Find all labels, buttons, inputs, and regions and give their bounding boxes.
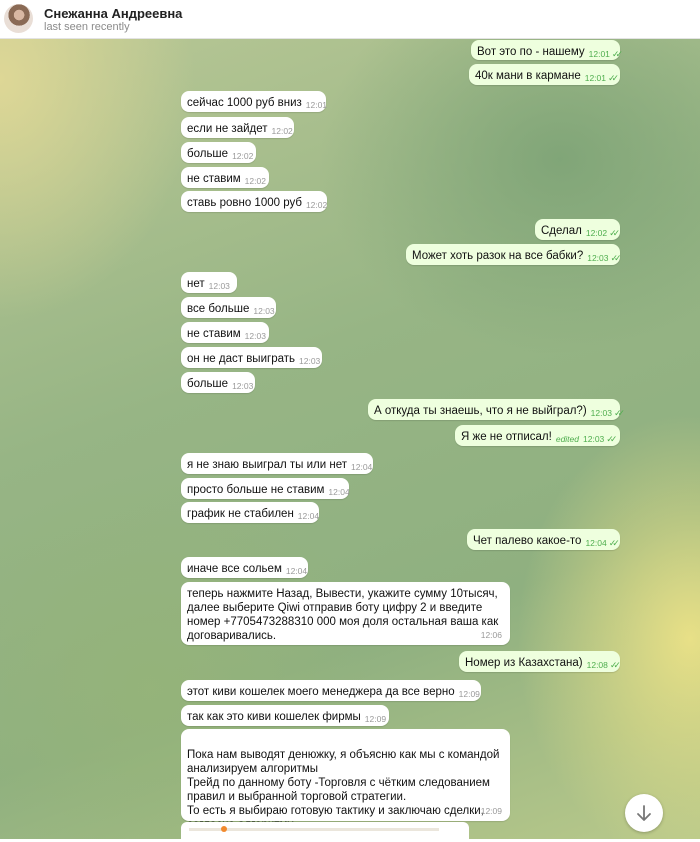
edited-label: edited — [555, 434, 580, 444]
message-text: Номер из Казахстана) — [465, 657, 583, 669]
message-text: 40к мани в кармане — [475, 70, 581, 82]
message-time: 12:03 — [590, 408, 612, 418]
message-bubble[interactable] — [368, 399, 620, 420]
message-text: все больше — [187, 303, 250, 315]
message-bubble[interactable] — [181, 142, 256, 163]
message-time: 12:03 — [253, 306, 275, 316]
message-time: 12:02 — [305, 200, 328, 210]
message-time: 12:04 — [328, 487, 350, 497]
message-time: 12:04 — [351, 462, 373, 472]
double-check-icon: ✓✓ — [609, 228, 617, 238]
message-bubble[interactable] — [181, 557, 308, 578]
message-text: не ставим — [187, 328, 241, 340]
message-time: 12:03 — [232, 381, 254, 391]
message-bubble[interactable] — [181, 502, 319, 523]
message-time: 12:02 — [271, 126, 293, 136]
message-time: 12:01 — [584, 73, 606, 83]
preview-logo — [221, 826, 227, 832]
message-time: 12:03 — [208, 281, 230, 291]
message-time: 12:04 — [297, 511, 320, 521]
avatar[interactable] — [4, 4, 33, 33]
message-time: 12:08 — [586, 660, 608, 670]
message-bubble[interactable] — [181, 680, 481, 701]
message-time: 12:02 — [244, 176, 266, 186]
message-bubble[interactable] — [469, 64, 620, 85]
message-text: я не знаю выиграл ты или нет — [187, 459, 348, 471]
message-text: не ставим — [187, 173, 241, 185]
message-bubble[interactable] — [467, 529, 620, 550]
message-time: 12:06 — [480, 630, 502, 640]
message-text: он не даст выиграть — [187, 353, 295, 365]
message-text: Может хоть разок на все бабки? — [412, 250, 584, 262]
message-bubble[interactable] — [181, 191, 327, 212]
message-time: 12:02 — [585, 228, 608, 238]
message-bubble[interactable] — [181, 478, 349, 499]
message-text: Вот это по - нашему — [477, 46, 585, 58]
message-time: 12:09 — [364, 714, 387, 724]
scroll-down-button[interactable] — [625, 794, 663, 832]
message-time: 12:02 — [232, 151, 254, 161]
message-bubble[interactable] — [181, 582, 510, 645]
double-check-icon: ✓✓ — [608, 538, 616, 548]
message-bubble[interactable] — [181, 117, 294, 138]
message-time: 12:01 — [305, 100, 328, 110]
message-text: просто больше не ставим — [187, 484, 325, 496]
message-time: 12:09 — [458, 689, 480, 699]
chat-header — [0, 0, 700, 39]
message-bubble[interactable] — [455, 425, 620, 446]
double-check-icon: ✓✓ — [609, 660, 617, 670]
message-bubble[interactable] — [181, 347, 322, 368]
message-text: иначе все сольем — [187, 563, 282, 575]
message-bubble[interactable] — [181, 91, 326, 112]
message-bubble[interactable] — [181, 167, 269, 188]
message-text: Пока нам выводят денюжку, я объясню как мы с командой анализируем алгоритмы Трейд по данному боту -Торговля с чётким следованием правил и выбранной торговой стратегии. То есть я выбираю готовую тактику и заключаю сделки, — [187, 749, 500, 817]
message-text: сейчас 1000 руб вниз — [187, 97, 302, 109]
message-text: А откуда ты знаешь, что я не выйграл?) — [374, 405, 587, 417]
contact-name[interactable]: Снежанна Андреевна — [44, 6, 183, 21]
message-bubble[interactable] — [181, 453, 373, 474]
double-check-icon: ✓✓ — [608, 73, 616, 83]
message-text: ставь ровно 1000 руб — [187, 197, 302, 209]
message-time: 12:04 — [585, 538, 607, 548]
double-check-icon: ✓✓ — [610, 253, 618, 263]
message-time: 12:03 — [583, 434, 605, 444]
message-bubble[interactable] — [181, 322, 269, 343]
message-text: нет — [187, 278, 205, 290]
message-bubble[interactable] — [181, 272, 237, 293]
message-time: 12:03 — [587, 253, 609, 263]
message-text: теперь нажмите Назад, Вывести, укажите сумму 10тысяч, далее выберите Qiwi отправив боту цифру 2 и введите номер +7705473288310 000 моя доля остальная ваша как договаривались. — [187, 588, 499, 642]
message-list[interactable] — [0, 39, 700, 839]
message-text: больше — [187, 378, 229, 390]
message-bubble[interactable] — [181, 729, 510, 821]
message-text: Сделал — [541, 225, 582, 237]
arrow-down-icon — [625, 794, 663, 832]
message-text: Я же не отписал! — [461, 431, 552, 443]
message-bubble[interactable] — [406, 244, 620, 265]
message-text: так как это киви кошелек фирмы — [187, 711, 361, 723]
message-bubble[interactable] — [181, 372, 255, 393]
message-bubble[interactable] — [471, 40, 620, 60]
message-text: Чет палево какое-то — [473, 535, 582, 547]
double-check-icon: ✓✓ — [613, 408, 622, 418]
message-time: 12:01 — [588, 49, 610, 59]
message-text: если не зайдет — [187, 123, 268, 135]
message-bubble[interactable] — [181, 705, 389, 726]
message-bubble[interactable] — [535, 219, 620, 240]
message-time: 12:03 — [244, 331, 266, 341]
message-text: этот киви кошелек моего менеджера да все верно — [187, 686, 455, 698]
message-time: 12:04 — [285, 566, 308, 576]
contact-status: last seen recently — [44, 21, 130, 33]
message-bubble[interactable] — [181, 297, 276, 318]
message-time: 12:03 — [299, 356, 321, 366]
message-text: больше — [187, 148, 229, 160]
message-time: 12:09 — [480, 806, 502, 816]
double-check-icon: ✓✓ — [611, 49, 619, 59]
link-preview[interactable] — [181, 822, 469, 842]
message-bubble[interactable] — [459, 651, 620, 672]
message-text: график не стабилен — [187, 508, 294, 520]
double-check-icon: ✓✓ — [606, 434, 614, 444]
